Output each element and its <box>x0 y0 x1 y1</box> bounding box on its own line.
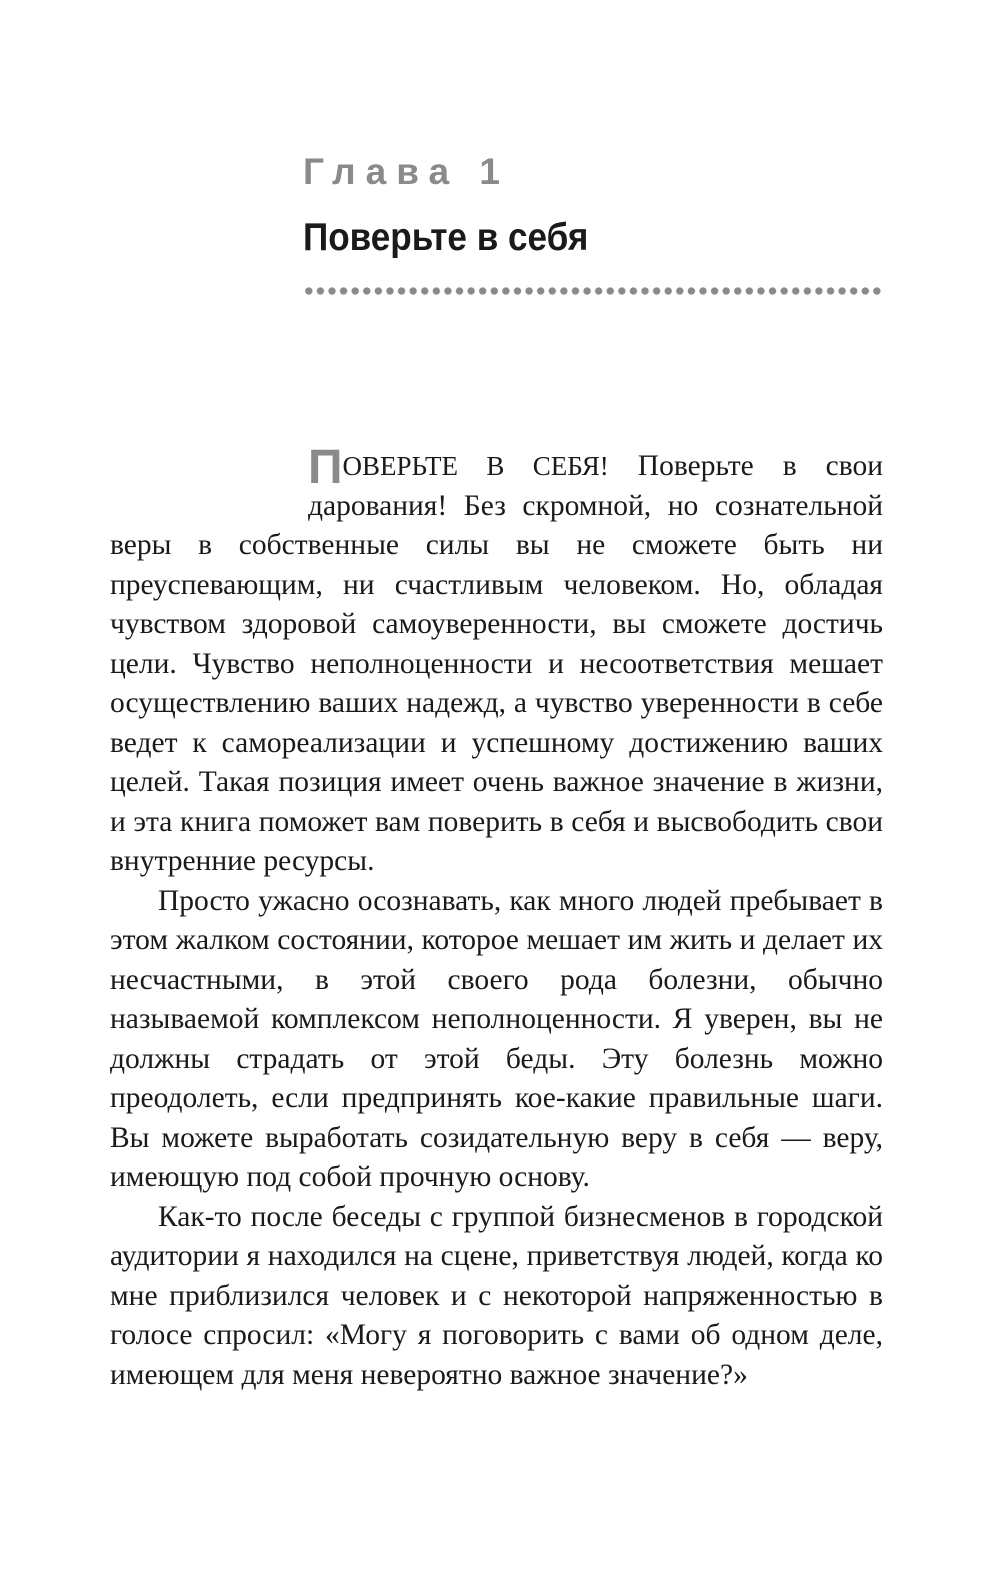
lead-in-caps: ОВЕРЬТЕ В СЕБЯ! <box>342 451 609 481</box>
paragraph-3 <box>110 1198 883 1396</box>
dotted-divider <box>303 286 883 296</box>
chapter-title: Поверьте в себя <box>303 216 589 259</box>
chapter-number: Глава 1 <box>303 151 510 192</box>
paragraph-3-text: Как-то после беседы с группой бизнесменов в городской аудитории я находился на сцене, приветствуя людей, когда ко мне приблизился человек и с некоторой напряженностью в голосе спросил: «Могу я поговорить с вами об одном деле, имеющем для меня невероятно важное значение?» <box>110 1200 883 1391</box>
paragraph-2-text: Просто ужасно осознавать, как много людей пребывает в этом жалком состоянии, которое мешает им жить и делает их несчастными, в этой своего рода болезни, обычно называемой комплексом неполноценности. Я уверен, вы не должны страдать от этой беды. Эту болезнь можно преодолеть, если предпринять кое-какие правильные шаги. Вы можете выработать созидательную веру в себя — веру, имеющую под собой прочную основу. <box>110 884 883 1193</box>
paragraph-1 <box>110 440 884 882</box>
paragraph-1-text: Поверьте в свои дарования! Без скромной, но сознательной веры в собственные силы вы не сможете быть ни преуспевающим, ни счастливым человеком. Но, обладая чувством здоровой самоуверенности, вы сможете достичь цели. Чувство неполноценности и несоответствия мешает осуществлению ваших надежд, а чувство уверенности в себе ведет к самореализации и успешному достижению ваших целей. Такая позиция имеет очень важное значение в жизни, и эта книга поможет вам поверить в себя и высвободить свои внутренние ресурсы. <box>110 450 884 877</box>
paragraph-2 <box>110 882 883 1198</box>
chapter-body <box>110 440 884 1395</box>
dropcap-spacer <box>110 447 308 488</box>
dropcap-letter: П <box>308 440 343 494</box>
